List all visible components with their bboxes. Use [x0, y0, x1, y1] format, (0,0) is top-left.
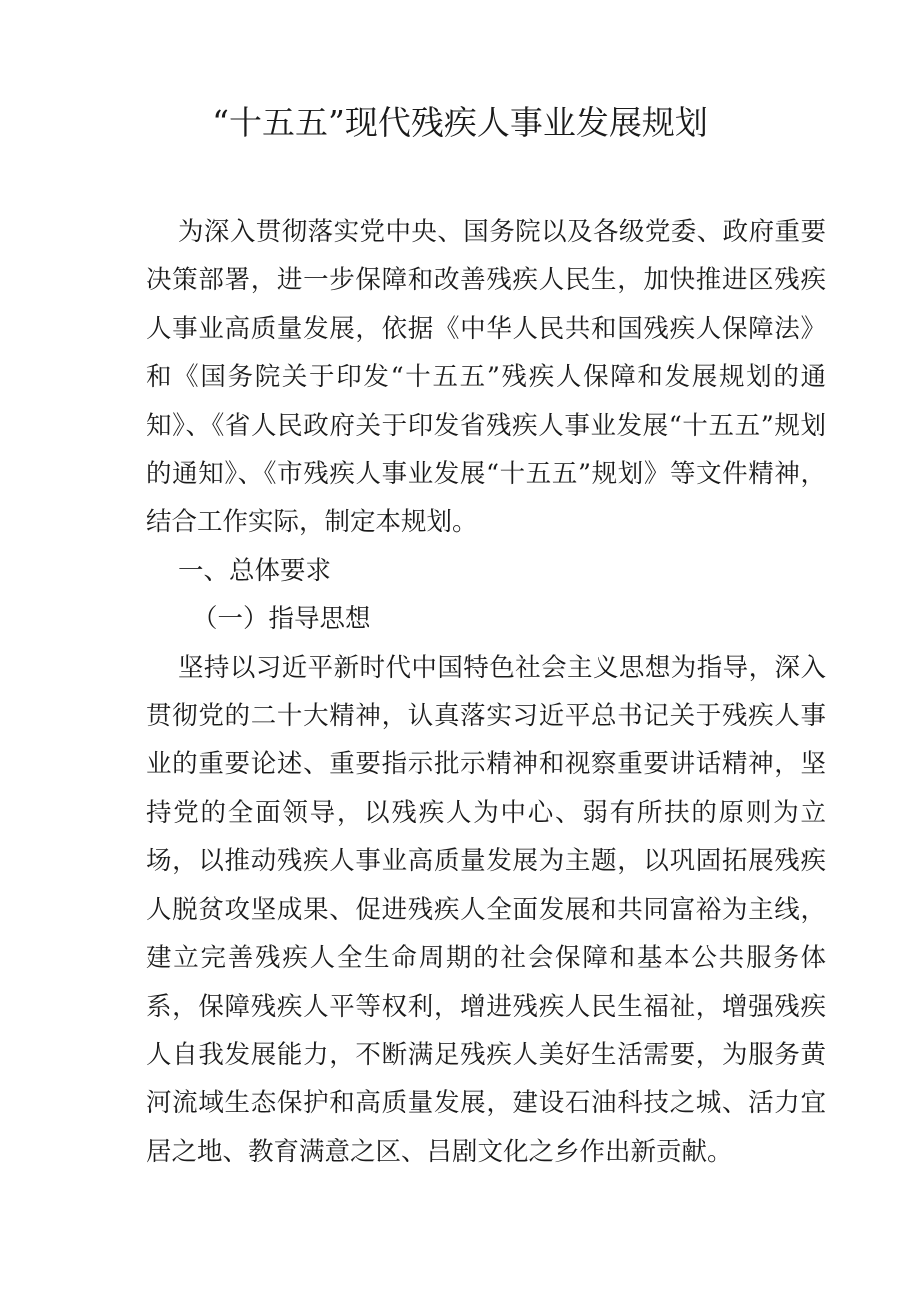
intro-paragraph: 为深入贯彻落实党中央、国务院以及各级党委、政府重要决策部署，进一步保障和改善残疾人民生，加快推进区残疾人事业高质量发展，依据《中华人民共和国残疾人保障法》和《国务院关于印发“十五五”残疾人保障和发展规划的通知》、《省人民政府关于印发省残疾人事业发展“十五五”规划的通知》、《市残疾人事业发展“十五五”规划》等文件精神，结合工作实际，制定本规划。 [146, 217, 826, 538]
document-title: “十五五”现代残疾人事业发展规划 [212, 103, 708, 142]
section-heading-general-requirements: 一、总体要求 [178, 555, 332, 586]
guiding-ideology-paragraph: 坚持以习近平新时代中国特色社会主义思想为指导，深入贯彻党的二十大精神，认真落实习近平总书记关于残疾人事业的重要论述、重要指示批示精神和视察重要讲话精神，坚持党的全面领导，以残疾人为中心、弱有所扶的原则为立场，以推动残疾人事业高质量发展为主题，以巩固拓展残疾人脱贫攻坚成果、促进残疾人全面发展和共同富裕为主线，建立完善残疾人全生命周期的社会保障和基本公共服务体系，保障残疾人平等权利，增进残疾人民生福祉，增强残疾人自我发展能力，不断满足残疾人美好生活需要，为服务黄河流域生态保护和高质量发展，建设石油科技之城、活力宜居之地、教育满意之区、吕剧文化之乡作出新贡献。 [146, 652, 826, 1167]
document-body [146, 208, 826, 1176]
subsection-heading-guiding-ideology: （一）指导思想 [192, 604, 371, 635]
